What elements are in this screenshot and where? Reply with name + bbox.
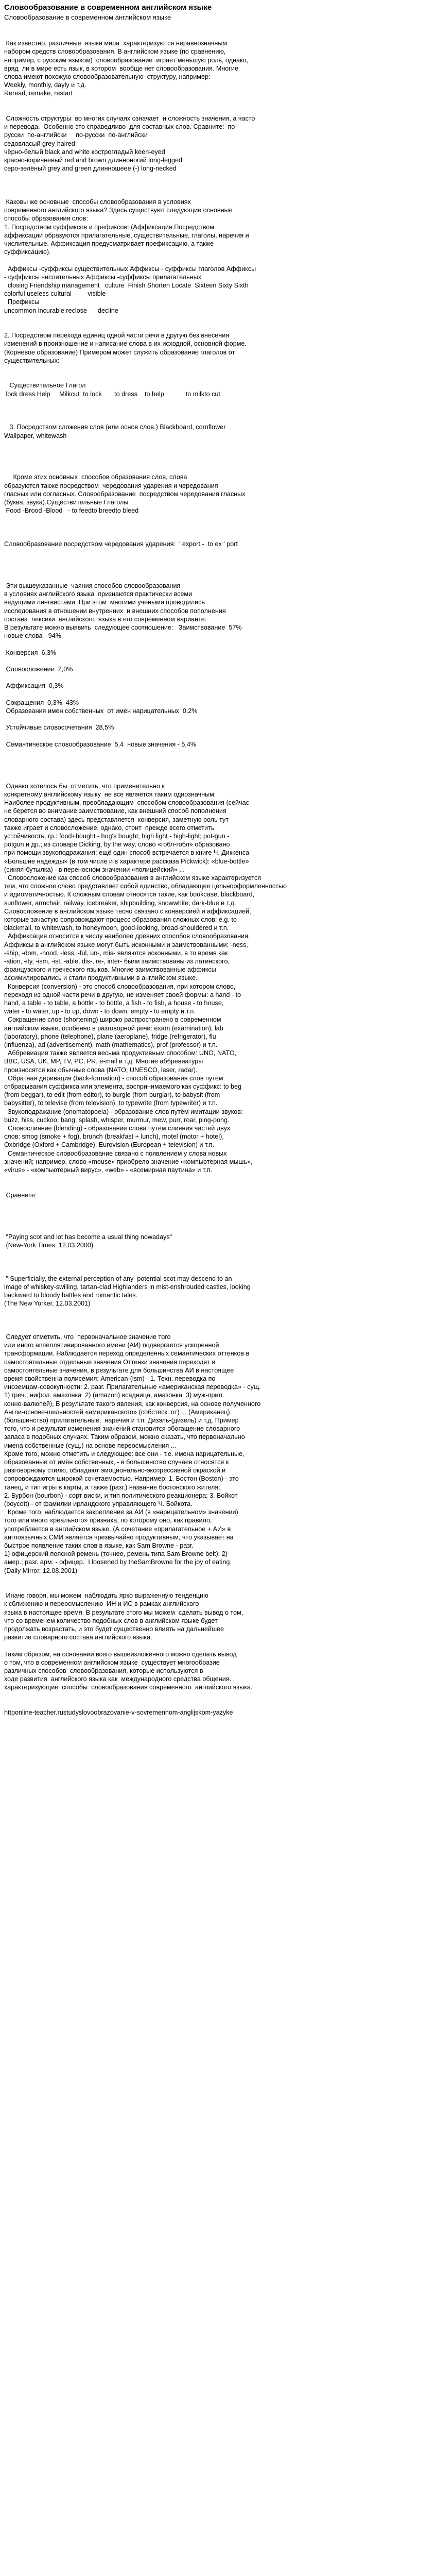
text-line: слов: smog (smoke + fog), brunch (breakfast + lunch), motel (motor + hotel),: [4, 1133, 224, 1141]
blank-line: [4, 456, 432, 465]
text-line: Словосложение как способ словообразования в английском языке характеризуется: [4, 874, 261, 882]
text-line: например, с русским языком) словообразование играет меньшую роль, однако,: [4, 56, 249, 64]
text-line: о том, что в современном английском языке существует многообразие: [4, 1658, 220, 1666]
text-line: трансформации. Наблюдается переход определенных семантических оттенков в: [4, 1350, 250, 1358]
text-line: иноземцам-совокупности: 2. разг. Прилагательные «американская переводка» - сущ.: [4, 1383, 261, 1391]
text-line: не берется во внимание заимствование, как внешний способ пополнения: [4, 807, 226, 815]
text-line: hand, a table - to table, a bottle - to bottle, a fish - to fish, a house - to house,: [4, 999, 224, 1007]
blank-line: [4, 448, 432, 456]
text-line: blackmail, to whitewash, to honeymoon, good-looking, broad-shouldered и т.п.: [4, 924, 229, 932]
blank-line: [4, 1266, 432, 1274]
article-body: [4, 31, 432, 1708]
blank-line: [4, 190, 432, 198]
text-line: существительных:: [4, 357, 60, 364]
text-line: "Paying scot and lot has become a usual thing nowadays": [4, 1233, 172, 1241]
blank-line: [4, 256, 432, 264]
blank-line: [4, 398, 432, 406]
blank-line: [4, 515, 432, 523]
text-line: Кроме того, наблюдается закрепление за АИ (в «нарицательном» значении): [4, 1509, 238, 1516]
text-line: чёрно-белый black and white кострогладый keen-eyed: [4, 148, 165, 156]
text-line: Каковы же основные способы словообразования в условиях: [4, 198, 191, 206]
text-line: Кроме этих основных способов образования слов, слова: [4, 473, 187, 481]
text-line: развитие словарного состава английского языка.: [4, 1634, 152, 1641]
blank-line: [4, 1174, 432, 1182]
text-line: французского и греческого языков. Многие заимствованные аффиксы: [4, 966, 216, 974]
text-line: что со временем количество подобных слов в английском языке будет: [4, 1617, 218, 1624]
text-line: Аффиксы в английском языке могут быть исконными и заимствованными: -ness,: [4, 941, 248, 948]
blank-line: [4, 373, 432, 381]
text-line: суффиксацию).: [4, 248, 51, 256]
text-line: Таким образом, на основании всего вышеизложенного можно сделать вывод: [4, 1650, 237, 1658]
blank-line: [4, 548, 432, 556]
blank-line: [4, 690, 432, 699]
text-line: употребляется в английском языке. (А сочетание «прилагательное + АИ» в: [4, 1525, 231, 1533]
text-line: быстрое появление таких слов в языке, как Sam Browne - разг.: [4, 1542, 194, 1550]
text-line: амер.; разг. арм. - офицер. I loosened by theSamBrowne for the joy of eating.: [4, 1558, 232, 1566]
text-line: конно-валюпей), В результате такого явления, как конверсия, на основе полученного: [4, 1400, 261, 1408]
text-line: устойчивость, гр.: food+bought - hog's bought; high light - high-light; pot-gun -: [4, 832, 230, 840]
text-line: 2. Бурбон (bourbon) - сорт виски, и тип политического реакционера; 3. Бойкот: [4, 1492, 238, 1499]
text-line: Oxbridge (Oxford + Cambridge), Eurovision (European + television) и т.п.: [4, 1141, 215, 1149]
text-line: исследования в отношении внутренних и внешних способов пополнения: [4, 607, 226, 615]
text-line: конкретному английскому языку не все является таким однозначным.: [4, 790, 216, 798]
blank-line: [4, 640, 432, 648]
text-line: Словообразование посредством чередования ударения: ' export - to ex ' port: [4, 540, 238, 548]
blank-line: [4, 565, 432, 573]
text-line: красно-коричневый red and brown длинноногий long-legged: [4, 157, 183, 164]
text-line: Иначе говоря, мы можем наблюдать ярко выраженную тенденцию: [4, 1592, 208, 1600]
text-line: русски по-английски по-русски по-английски: [4, 131, 148, 139]
blank-line: [4, 532, 432, 540]
text-line: современного английского языка? Здесь существуют следующие основные: [4, 207, 233, 214]
text-line: Словосложение 2,0%: [4, 666, 73, 673]
text-line: BBC, USA, UK, MP, TV, PC, PR, e-mail и т.д. Многие аббревиатуры: [4, 1058, 203, 1065]
text-line: танец, и тип игры в карты, а также (разг.) название бостонского жителя;: [4, 1483, 220, 1491]
text-line: Существительное Глагол: [4, 382, 86, 389]
text-line: набором средств словообразования. В английском языке (по сравнению,: [4, 48, 226, 56]
text-line: время свойственна полисемия: American-(ism) - 1. Техн. переводка по: [4, 1375, 216, 1382]
text-line: Wallpaper, whitewash: [4, 432, 67, 439]
text-line: разговорному стилю, обладают эмоционально-экспрессивной окраской и: [4, 1467, 226, 1475]
text-line: произносятся как обычные слова (NATO, UNESCO, laser, radar).: [4, 1066, 198, 1074]
text-line: Следует отметить, что первоначальное значение того: [4, 1333, 171, 1341]
text-line: (Daily Mirror. 12.08.2001): [4, 1567, 78, 1574]
blank-line: [4, 173, 432, 181]
blank-line: [4, 415, 432, 423]
text-line: имена собственные (сущ.) на основе переосмысления ...: [4, 1442, 177, 1449]
blank-line: [4, 1692, 432, 1700]
text-line: Семантическое словообразование связано с появлением у слова новых: [4, 1149, 227, 1157]
text-line: Аффиксы -суффиксы существительных Аффиксы - суффиксы глаголов Аффиксы: [4, 265, 256, 273]
blank-line: [4, 181, 432, 190]
text-line: отбрасывания суффикса или элемента, воспринимаемого как суффикс: to beg: [4, 1083, 242, 1091]
text-line: Семантическое словообразование 5,4 новые значения - 5,4%: [4, 740, 197, 748]
text-line: Однако хотелось бы отметить, что применительно к: [4, 782, 165, 790]
text-line: самостоятельные отдельные значения Оттенки значения переходят в: [4, 1358, 216, 1366]
text-line: lock dress Help Milkcut to lock to dress to help to milkto cut: [4, 390, 220, 398]
blank-line: [4, 1249, 432, 1258]
text-line: (The New Yorker. 12.03.2001): [4, 1300, 91, 1308]
text-line: (from beggar), to edit (from editor), to burgle (from burglar), to babysit (from: [4, 1091, 220, 1099]
text-line: Кроме того, можно отметить и следующее: все они - т.е. имена нарицательные,: [4, 1450, 245, 1458]
text-line: гласных или согласных. Словообразование посредством чередования гласных: [4, 490, 246, 498]
text-line: (Корневое образование) Примером может служить образование глаголов от: [4, 348, 235, 356]
text-line: аффиксации образуются прилагательные, существительные, глаголы, наречия и: [4, 231, 249, 239]
blank-line: [4, 106, 432, 114]
text-line: различных способов словообразования, которые используются в: [4, 1667, 203, 1675]
text-line: вряд ли в мире есть язык, в котором вообще нет словообразования. Многие: [4, 64, 238, 72]
text-line: closing Friendship management culture Finish Shorten Locate Sixteen Sixty Sixth: [4, 281, 249, 289]
text-line: Сокращения 0,3% 43%: [4, 699, 79, 706]
page-subtitle: Словообразование в современном английском языке: [4, 13, 171, 21]
text-line: (boycott) - от фамилии ирландского управляющего Ч. Бойкота.: [4, 1500, 193, 1508]
text-line: Food -Brood -Blood - to feedto breedto bleed: [4, 507, 139, 515]
text-line: англоязычных СМИ является чрезвычайно продуктивным, что указывает на: [4, 1533, 234, 1541]
source-link[interactable]: httponline-teacher.rustudyslovoobrazovanie-v-sovremennom-anglijskom-yazyke: [4, 1709, 233, 1717]
text-line: 3. Посредством сложения слов (или основ слов.) Blackboard, cornflower: [4, 423, 226, 431]
blank-line: [4, 1641, 432, 1650]
text-line: Конверсия 6,3%: [4, 649, 57, 656]
text-line: colorful useless cultural visible: [4, 290, 106, 298]
text-line: 2. Посредством перехода единиц одной части речи в другую без внесения: [4, 332, 230, 340]
text-line: языка в настоящее время. В результате этого мы можем сделать вывод о том,: [4, 1608, 243, 1616]
text-line: образованные от имён собственных, - в большинстве случаев относятся к: [4, 1459, 229, 1466]
text-line: запаса в подобных случаях. Таким образом, можно сказать, что первоначально: [4, 1433, 245, 1441]
text-line: (буква, звука).Существительные Глаголы: [4, 499, 129, 506]
text-line: Эти вышеуказанные чаяния способов словообразования: [4, 582, 181, 590]
blank-line: [4, 1308, 432, 1316]
blank-line: [4, 465, 432, 473]
text-line: которые зачастую сопровождают процесс образования сложных слов: e.g. to: [4, 916, 237, 923]
text-line: Префиксы: [4, 298, 40, 306]
text-line: water - to water, up - to up, down - to down, empty - to empty и т.п.: [4, 1008, 196, 1015]
blank-line: [4, 98, 432, 106]
blank-line: [4, 1325, 432, 1333]
text-line: состава лексики английского языка в его современном варианте.: [4, 615, 207, 623]
blank-line: [4, 774, 432, 782]
blank-line: [4, 406, 432, 415]
text-line: В результате можно выявить следующее соотношение: Заимствование 57%: [4, 624, 242, 632]
text-line: (New-York Times. 12.03.2000): [4, 1241, 94, 1249]
text-line: image of whiskey-swilling, tartan-clad Highlanders in mist-enshrouded castles, looking: [4, 1283, 251, 1291]
blank-line: [4, 1208, 432, 1216]
text-line: «Большие надежды» (в том числе и в характере рассказа Pickwick): «blue-bottle»: [4, 857, 249, 865]
text-line: Наиболее продуктивным, преобладающим способом словообразования (сейчас: [4, 799, 249, 807]
text-line: 1. Посредством суффиксов и префиксов: (Аффиксация Посредством: [4, 223, 214, 231]
text-line: в условиях английского языка признаются практически всеми: [4, 590, 193, 598]
text-line: Аффиксация относится к числу наиболее древних способов словообразования.: [4, 933, 250, 940]
blank-line: [4, 757, 432, 765]
text-line: ведущими лингвистами. При этом многими учеными проводились: [4, 599, 205, 606]
blank-line: [4, 732, 432, 740]
text-line: " Superficially, the external perception of any potential scot may descend to an: [4, 1275, 232, 1282]
text-line: значений; например, слово «mouse» приобрело значение «компьютерная мышь»,: [4, 1158, 253, 1165]
blank-line: [4, 765, 432, 773]
text-line: числительные. Аффиксация предусматривает префиксацию, а также: [4, 240, 214, 247]
text-line: слова имеют похожую словообразовательную структуру, например:: [4, 73, 211, 80]
text-line: Сокращение слов (shortening) широко распространено в современном: [4, 1016, 221, 1024]
text-line: Словослияние (blending) - образование слова путём слияния частей двух: [4, 1125, 231, 1132]
text-line: - суффиксы числительных Аффиксы -суффиксы прилагательных: [4, 273, 201, 281]
text-line: тем, что сложное слово представляет собой единство, обладающее цельнооформленностью: [4, 883, 287, 890]
blank-line: [4, 440, 432, 448]
text-line: Звукоподражание (onomatopoeia) - образование слов путём имитации звуков:: [4, 1108, 243, 1115]
text-line: ассимилировались и стали продуктивными в английском языке.: [4, 974, 198, 982]
text-line: «virus» - «компьютерный вирус», «web» - «всемирная паутина» и т.п.: [4, 1166, 212, 1174]
blank-line: [4, 323, 432, 331]
text-line: Образования имен собственных от имен нарицательных 0,2%: [4, 707, 198, 715]
text-line: Weekly, monthly, dayly и т.д.: [4, 81, 86, 89]
text-line: и перевода. Особенно это справедливо для составных слов. Сравните: по-: [4, 123, 237, 131]
blank-line: [4, 749, 432, 757]
text-line: при помощи звукоподражания; ещё один способ встречается в книге Ч. Диккенса: [4, 849, 250, 857]
blank-line: [4, 556, 432, 565]
text-line: Конверсия (conversion) - это способ словообразования, при котором слово,: [4, 982, 236, 990]
blank-line: [4, 1316, 432, 1325]
text-line: Словосложение в английском языке тесно связано с конверсией и аффиксацией,: [4, 907, 251, 915]
text-line: potgun и др.; из словаре Dicking, by the way, слово «гобл-гобл» образовано: [4, 841, 230, 849]
text-line: Англи-основе-шельностей «американского» (собстеск. от) ... (Американец).: [4, 1408, 232, 1416]
text-line: серо-зелёный grey and green длинношеее (-) long-necked: [4, 165, 177, 173]
blank-line: [4, 1258, 432, 1266]
blank-line: [4, 1700, 432, 1708]
text-line: Сложность структуры во многих случаях означает и сложность значения, а часто: [4, 114, 255, 122]
page-title: Словообразование в современном английском языке: [4, 3, 212, 12]
text-line: Reread, remake, restart: [4, 90, 73, 97]
text-line: продолжать возрастать, и это будет существенно влиять на дальнейшее: [4, 1625, 224, 1633]
text-line: характеризующие способы словообразования современного английского языка.: [4, 1684, 253, 1691]
text-line: того, что и результат изменения значений становится обогащение словарного: [4, 1425, 240, 1433]
blank-line: [4, 1583, 432, 1591]
text-line: того или иного «реального» признака, по которому оно, как правило,: [4, 1517, 212, 1524]
text-line: и идиоматичностью. К сложным словам относятся такие, как bookcase, blackboard,: [4, 891, 255, 899]
blank-line: [4, 673, 432, 682]
text-line: английском языке, особенно в разговорной речи: exam (examination), lab: [4, 1024, 223, 1032]
text-line: -ation, -ity, -ism, -ist, -able, dis-, re-, inter- были заимствованы из латинского,: [4, 958, 230, 965]
text-line: buzz, hiss, cuckoo, bang, splash, whisper, murmur, mew, purr, roar, ping-pong.: [4, 1116, 230, 1124]
blank-line: [4, 315, 432, 323]
text-line: Как известно, различные языки мира характеризуются неравнозначным: [4, 40, 228, 47]
blank-line: [4, 657, 432, 665]
text-line: Устойчивые словосочетания 28,5%: [4, 724, 114, 732]
text-line: или иного аппеллятивированного имени (АИ) подвергается ускоренной: [4, 1342, 219, 1349]
text-line: 1) офицерский поясной ремень (точнее, ремень типа Sam Browne belt); 2): [4, 1550, 228, 1558]
text-line: Аффиксация 0,3%: [4, 682, 64, 690]
blank-line: [4, 31, 432, 39]
text-line: способы образования слов:: [4, 215, 88, 223]
text-line: переходя из одной части речи в другую, не изменяет своей формы: a hand - to: [4, 991, 241, 998]
text-line: backward to bloody battles and romantic tales.: [4, 1291, 138, 1299]
text-line: (laboratory), phone (telephone), plane (aeroplane), fridge (refrigerator), flu: [4, 1032, 216, 1040]
text-line: седовласый grey-haired: [4, 140, 75, 147]
text-line: sunflower, armchair, railway, icebreaker, shipbuilding, snowwhite, dark-blue и т.д.: [4, 899, 236, 907]
blank-line: [4, 1224, 432, 1232]
text-line: самостоятельные значения, в результате для большинства АИ в настоящее: [4, 1366, 234, 1374]
blank-line: [4, 1182, 432, 1191]
blank-line: [4, 523, 432, 532]
text-line: -ship, -dom, -hood, -less, -ful, un-, mis- являются исконными, в то время как: [4, 949, 228, 957]
text-line: изменений в произношение и написание слова в их исходной, основной форме.: [4, 340, 247, 348]
text-line: ходе развития английского языка как международного средства общения.: [4, 1675, 232, 1683]
text-line: (синяя-бутылка) - в переносном значении «полицейский» ...: [4, 866, 185, 873]
text-line: словарного состава) здесь представляется конверсия, заметную роль тут: [4, 816, 229, 823]
text-line: babysitter), to televise (from television), to typewrite (from typewriter) и т.п.: [4, 1099, 218, 1107]
blank-line: [4, 1216, 432, 1224]
text-line: Обратная деривация (back-formation) - способ образования слов путём: [4, 1074, 223, 1082]
text-line: сопровождаются широкой сочетаемостью. Например: 1. Бостон (Boston) - это: [4, 1475, 239, 1483]
text-line: Сравните:: [4, 1191, 37, 1199]
text-line: образуются также посредством чередования ударения и чередования: [4, 482, 218, 489]
text-line: к сближению и переосмыслению ИН и ИС в рамках английского: [4, 1600, 199, 1608]
text-line: Аббревиация также является весьма продуктивным способом: UNO, NATO,: [4, 1049, 237, 1057]
text-line: также играет и словосложение, однако, стоит прежде всего отметить: [4, 824, 215, 832]
blank-line: [4, 1199, 432, 1208]
text-line: 1) греч.; нифол. амазонка 2) (amazon) всадница, амазонка 3) муж-прил.: [4, 1392, 224, 1399]
blank-line: [4, 365, 432, 373]
text-line: (influenza), ad (advertisement), math (mathematics), prof (professor) и т.п.: [4, 1041, 218, 1049]
text-line: (большинство) прилагательные, наречия и т.п. Дизэль-(дизель) и т.д. Пример: [4, 1416, 239, 1424]
text-line: новые слова - 94%: [4, 632, 61, 640]
blank-line: [4, 573, 432, 582]
blank-line: [4, 715, 432, 723]
blank-line: [4, 1575, 432, 1583]
text-line: uncommon incurable reclose decline: [4, 307, 118, 314]
